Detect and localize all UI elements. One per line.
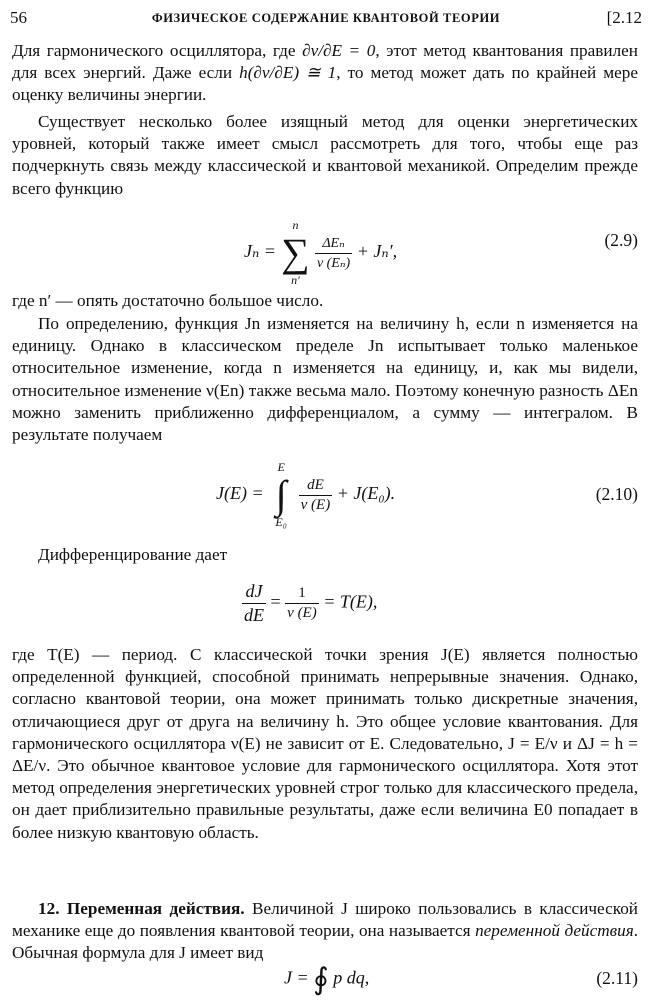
section-12-paragraph: 12. Переменная действия. Величиной J широко пользовались в классической механике еще до появления квантовой теории, она называется переменной действия. Обычная формула для J имеет вид xyxy=(12,899,638,963)
sum-sign: ∑ xyxy=(281,230,310,275)
paragraph-definition: По определению, функция Jn изменяется на величину h, если n изменяется на единицу. Однако в классическом пределе Jn испытывает только маленькое относительное изменение, когда n изменяется на единицу, и, как мы видели, относительное изменение ν(En) также весьма мало. Поэтому конечную разность ΔEn можно заменить приближенно дифференциалом, а сумму — интегралом. В результате получаем xyxy=(12,314,638,445)
equation-number: (2.11) xyxy=(596,968,638,988)
equation-2-10: J(E) = E ∫ E₀ $\frac{dE}{\nu (E)}$ + J(E₀). (2.10) xyxy=(216,460,638,529)
section-reference: [2.12 xyxy=(606,8,642,27)
equation-number: (2.10) xyxy=(595,484,638,504)
inline-formula: h(∂ν/∂E) ≅ 1 xyxy=(239,63,337,83)
paragraph-period: где T(E) — период. С классической точки зрения J(E) является полностью определенной функцией, способной принимать непрерывные значения. Однако, согласно квантовой теории, она может принимать только дискретные значения, отличающиеся друг от друга на величину h. Это общее условие квантования. Для гармонического осциллятора ν(E) не зависит от E. Следовательно, J = E/ν и ΔJ = h = ΔE/ν. Это обычное квантовое условие для гармонического осциллятора. Хотя этот метод определения энергетических уровней строг только для классического предела, он дает приблизительно правильные результаты, даже если величина E0 попадает в более низкую квантовую область. xyxy=(12,645,638,842)
equation-number: (2.9) xyxy=(604,230,638,250)
paragraph-where-n: где n′ — опять достаточно большое число. xyxy=(12,291,324,310)
paragraph-elegant-method: Существует несколько более изящный метод для оценки энергетических уровней, который также имеет смысл рассмотреть для того, чтобы еще раз подчеркнуть связь между классической и квантовой механикой. Определим прежде всего функцию xyxy=(12,112,638,198)
equation-derivative: $\frac{dJ}{dE}$ = $\frac{1}{\nu (E)}$ = T(E), xyxy=(244,581,378,625)
equation-2-9: Jₙ = n ∑ n′ $\frac{\text{ΔEₙ}}{\text{ν (Eₙ)}}$ + Jₙ′, (2.9) xyxy=(244,218,638,287)
paragraph-oscillator: Для гармонического осциллятора, где ∂ν/∂E = 0, этот метод квантования правилен для всех энергий. Даже если h(∂ν/∂E) ≅ 1, то метод может дать по крайней мере оценку величины энергии. xyxy=(12,41,638,105)
emphasized-term: переменной действия xyxy=(475,921,634,941)
running-title: ФИЗИЧЕСКОЕ СОДЕРЖАНИЕ КВАНТОВОЙ ТЕОРИИ xyxy=(151,11,501,25)
contour-integral-sign: ∮ xyxy=(313,963,329,996)
section-heading: 12. Переменная действия. xyxy=(38,899,245,918)
integral-sign: ∫ xyxy=(275,472,287,517)
inline-formula: ∂ν/∂E = 0 xyxy=(302,41,376,60)
page-header xyxy=(10,6,642,32)
equation-2-11: J = ∮ p dq, (2.11) xyxy=(284,963,638,996)
page-number: 56 xyxy=(10,8,27,27)
paragraph-differentiation: Дифференцирование дает xyxy=(38,545,228,564)
